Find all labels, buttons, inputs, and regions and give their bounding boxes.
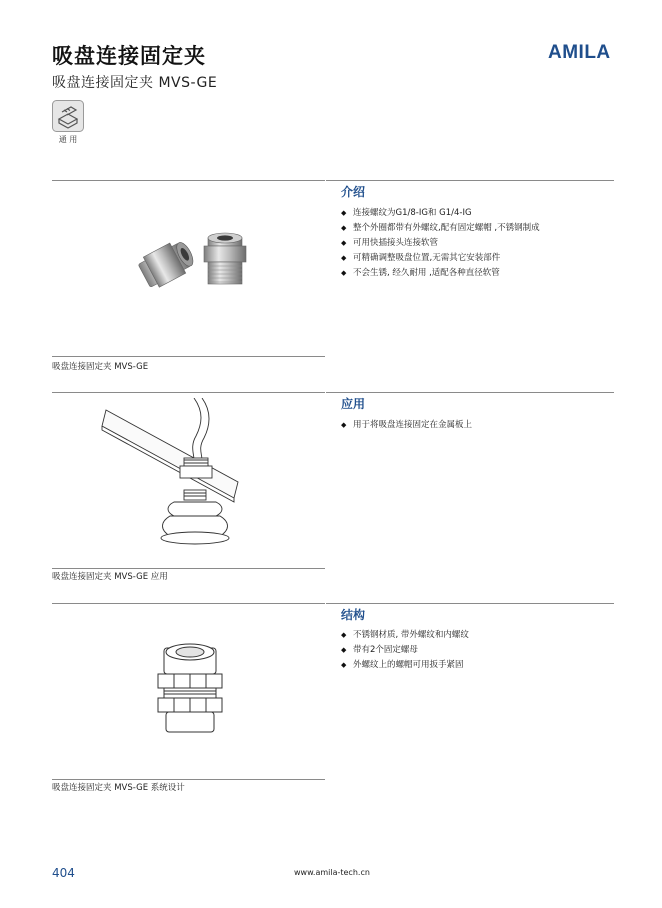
brand-logo: AMILA — [548, 42, 611, 63]
website-link[interactable]: www.amila-tech.cn — [294, 868, 370, 877]
list-item: ◆ 连接螺纹为G1/8-IG和 G1/4-IG — [341, 206, 540, 221]
page-title: 吸盘连接固定夹 — [52, 44, 206, 68]
list-item: ◆ 不会生锈, 经久耐用 ,适配各种直径软管 — [341, 266, 540, 281]
structure-drawing — [152, 640, 228, 740]
list-item: ◆ 用于将吸盘连接固定在金属板上 — [341, 418, 472, 433]
list-item: ◆ 可精确调整吸盘位置,无需其它安装部件 — [341, 251, 540, 266]
intro-list — [341, 206, 540, 281]
list-item: ◆ 可用快插接头连接软管 — [341, 236, 540, 251]
list-item: ◆ 不锈钢材质, 带外螺纹和内螺纹 — [341, 628, 469, 643]
list-item: ◆ 带有2个固定螺母 — [341, 643, 469, 658]
divider — [52, 356, 325, 357]
divider — [326, 392, 614, 393]
divider — [326, 603, 614, 604]
divider — [52, 392, 325, 393]
page-number: 404 — [52, 866, 75, 880]
section-heading-application: 应用 — [341, 397, 366, 411]
general-use-icon — [52, 100, 84, 132]
divider — [326, 180, 614, 181]
application-drawing — [98, 398, 246, 550]
product-photo — [120, 226, 270, 296]
divider — [52, 603, 325, 604]
figure-caption: 吸盘连接固定夹 MVS-GE 系统设计 — [52, 783, 185, 793]
section-heading-structure: 结构 — [341, 608, 366, 622]
figure-caption: 吸盘连接固定夹 MVS-GE — [52, 362, 149, 372]
divider — [52, 568, 325, 569]
list-item: ◆ 整个外圈都带有外螺纹,配有固定螺帽 ,不锈钢制成 — [341, 221, 540, 236]
application-list — [341, 418, 472, 433]
structure-list — [341, 628, 469, 673]
divider — [52, 180, 325, 181]
figure-caption: 吸盘连接固定夹 MVS-GE 应用 — [52, 572, 168, 582]
section-heading-intro: 介绍 — [341, 185, 366, 199]
badge-label: 通 用 — [58, 135, 78, 144]
list-item: ◆ 外螺纹上的螺帽可用扳手紧固 — [341, 658, 469, 673]
divider — [52, 779, 325, 780]
page-subtitle: 吸盘连接固定夹 MVS-GE — [52, 75, 218, 91]
